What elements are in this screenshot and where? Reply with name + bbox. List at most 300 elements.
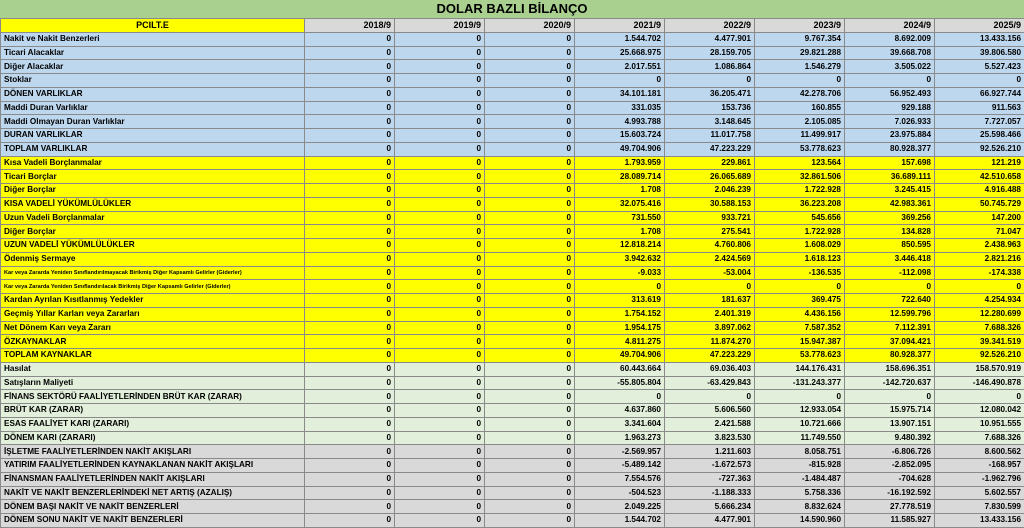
row-label-cell[interactable]: Maddi Olmayan Duran Varlıklar (1, 115, 305, 129)
value-cell[interactable]: -168.957 (935, 459, 1024, 473)
row-label-cell[interactable]: TOPLAM KAYNAKLAR (1, 349, 305, 363)
value-cell[interactable]: -727.363 (665, 472, 755, 486)
year-header[interactable]: 2024/9 (845, 19, 935, 33)
value-cell[interactable]: 0 (305, 142, 395, 156)
value-cell[interactable]: -16.192.592 (845, 486, 935, 500)
value-cell[interactable]: 0 (395, 404, 485, 418)
value-cell[interactable]: 0 (935, 280, 1024, 294)
value-cell[interactable]: 1.544.702 (575, 32, 665, 46)
value-cell[interactable]: 0 (395, 486, 485, 500)
value-cell[interactable]: 47.223.229 (665, 142, 755, 156)
row-label-cell[interactable]: Diğer Alacaklar (1, 60, 305, 74)
row-label-cell[interactable]: Hasılat (1, 362, 305, 376)
value-cell[interactable]: 929.188 (845, 101, 935, 115)
value-cell[interactable]: 0 (305, 239, 395, 253)
value-cell[interactable]: 0 (665, 280, 755, 294)
value-cell[interactable]: 0 (485, 431, 575, 445)
value-cell[interactable]: 158.570.919 (935, 362, 1024, 376)
value-cell[interactable]: 0 (485, 211, 575, 225)
value-cell[interactable]: 1.722.928 (755, 184, 845, 198)
value-cell[interactable]: 26.065.689 (665, 170, 755, 184)
value-cell[interactable]: 0 (395, 349, 485, 363)
value-cell[interactable]: 0 (395, 225, 485, 239)
value-cell[interactable]: 275.541 (665, 225, 755, 239)
value-cell[interactable]: 313.619 (575, 294, 665, 308)
value-cell[interactable]: 0 (395, 60, 485, 74)
value-cell[interactable]: 0 (485, 46, 575, 60)
value-cell[interactable]: -174.338 (935, 266, 1024, 280)
value-cell[interactable]: 0 (395, 445, 485, 459)
value-cell[interactable]: 3.446.418 (845, 252, 935, 266)
value-cell[interactable]: 0 (305, 376, 395, 390)
value-cell[interactable]: -704.628 (845, 472, 935, 486)
value-cell[interactable]: 0 (395, 500, 485, 514)
value-cell[interactable]: 1.754.152 (575, 307, 665, 321)
row-label-cell[interactable]: Diğer Borçlar (1, 184, 305, 198)
value-cell[interactable]: 0 (845, 74, 935, 88)
value-cell[interactable]: 0 (935, 74, 1024, 88)
value-cell[interactable]: 4.477.901 (665, 514, 755, 528)
value-cell[interactable]: 11.749.550 (755, 431, 845, 445)
value-cell[interactable]: 28.159.705 (665, 46, 755, 60)
value-cell[interactable]: 0 (305, 211, 395, 225)
value-cell[interactable]: 0 (485, 459, 575, 473)
value-cell[interactable]: 11.017.758 (665, 129, 755, 143)
value-cell[interactable]: 23.975.884 (845, 129, 935, 143)
value-cell[interactable]: 49.704.906 (575, 349, 665, 363)
value-cell[interactable]: 0 (395, 294, 485, 308)
value-cell[interactable]: 5.758.336 (755, 486, 845, 500)
value-cell[interactable]: -1.188.333 (665, 486, 755, 500)
row-label-cell[interactable]: Kardan Ayrılan Kısıtlanmış Yedekler (1, 294, 305, 308)
value-cell[interactable]: 0 (485, 417, 575, 431)
value-cell[interactable]: -53.004 (665, 266, 755, 280)
value-cell[interactable]: 0 (305, 60, 395, 74)
value-cell[interactable]: 25.598.466 (935, 129, 1024, 143)
value-cell[interactable]: 0 (305, 307, 395, 321)
value-cell[interactable]: 0 (305, 294, 395, 308)
value-cell[interactable]: 0 (395, 32, 485, 46)
value-cell[interactable]: -2.852.095 (845, 459, 935, 473)
value-cell[interactable]: 0 (845, 280, 935, 294)
value-cell[interactable]: 12.599.796 (845, 307, 935, 321)
value-cell[interactable]: 0 (305, 362, 395, 376)
value-cell[interactable]: 0 (485, 156, 575, 170)
value-cell[interactable]: 181.637 (665, 294, 755, 308)
value-cell[interactable]: 0 (485, 101, 575, 115)
value-cell[interactable]: -1.672.573 (665, 459, 755, 473)
value-cell[interactable]: 5.602.557 (935, 486, 1024, 500)
value-cell[interactable]: 3.942.632 (575, 252, 665, 266)
value-cell[interactable]: 0 (755, 74, 845, 88)
value-cell[interactable]: 229.861 (665, 156, 755, 170)
year-header[interactable]: 2021/9 (575, 19, 665, 33)
value-cell[interactable]: 0 (395, 252, 485, 266)
value-cell[interactable]: 0 (575, 390, 665, 404)
value-cell[interactable]: 0 (575, 74, 665, 88)
value-cell[interactable]: 5.666.234 (665, 500, 755, 514)
value-cell[interactable]: 1.546.279 (755, 60, 845, 74)
value-cell[interactable]: 157.698 (845, 156, 935, 170)
value-cell[interactable]: -6.806.726 (845, 445, 935, 459)
value-cell[interactable]: 160.855 (755, 101, 845, 115)
value-cell[interactable]: 0 (305, 87, 395, 101)
value-cell[interactable]: -55.805.804 (575, 376, 665, 390)
value-cell[interactable]: 0 (395, 390, 485, 404)
value-cell[interactable]: 0 (305, 101, 395, 115)
value-cell[interactable]: 32.075.416 (575, 197, 665, 211)
value-cell[interactable]: 0 (305, 170, 395, 184)
value-cell[interactable]: 0 (305, 225, 395, 239)
value-cell[interactable]: 92.526.210 (935, 349, 1024, 363)
value-cell[interactable]: 1.708 (575, 225, 665, 239)
value-cell[interactable]: 4.477.901 (665, 32, 755, 46)
value-cell[interactable]: 92.526.210 (935, 142, 1024, 156)
value-cell[interactable]: 0 (395, 115, 485, 129)
value-cell[interactable]: 3.245.415 (845, 184, 935, 198)
row-label-cell[interactable]: Net Dönem Karı veya Zararı (1, 321, 305, 335)
value-cell[interactable]: 4.254.934 (935, 294, 1024, 308)
value-cell[interactable]: -63.429.843 (665, 376, 755, 390)
value-cell[interactable]: 56.952.493 (845, 87, 935, 101)
value-cell[interactable]: 153.736 (665, 101, 755, 115)
value-cell[interactable]: 0 (395, 376, 485, 390)
value-cell[interactable]: 12.933.054 (755, 404, 845, 418)
value-cell[interactable]: 27.778.519 (845, 500, 935, 514)
year-header[interactable]: 2020/9 (485, 19, 575, 33)
value-cell[interactable]: 42.983.361 (845, 197, 935, 211)
value-cell[interactable]: 0 (395, 184, 485, 198)
value-cell[interactable]: 53.778.623 (755, 142, 845, 156)
value-cell[interactable]: 0 (305, 129, 395, 143)
value-cell[interactable]: 0 (485, 184, 575, 198)
value-cell[interactable]: 0 (395, 266, 485, 280)
value-cell[interactable]: 0 (305, 252, 395, 266)
row-label-cell[interactable]: DÖNEM KARI (ZARARI) (1, 431, 305, 445)
value-cell[interactable]: 0 (485, 32, 575, 46)
value-cell[interactable]: 0 (845, 390, 935, 404)
row-label-cell[interactable]: Diğer Borçlar (1, 225, 305, 239)
value-cell[interactable]: 42.510.658 (935, 170, 1024, 184)
value-cell[interactable]: 0 (485, 87, 575, 101)
row-label-cell[interactable]: Kısa Vadeli Borçlanmalar (1, 156, 305, 170)
value-cell[interactable]: 2.438.963 (935, 239, 1024, 253)
value-cell[interactable]: 933.721 (665, 211, 755, 225)
row-label-cell[interactable]: Satışların Maliyeti (1, 376, 305, 390)
value-cell[interactable]: 32.861.506 (755, 170, 845, 184)
value-cell[interactable]: 0 (305, 431, 395, 445)
value-cell[interactable]: 0 (305, 335, 395, 349)
value-cell[interactable]: 25.668.975 (575, 46, 665, 60)
value-cell[interactable]: 2.017.551 (575, 60, 665, 74)
value-cell[interactable]: 8.600.562 (935, 445, 1024, 459)
value-cell[interactable]: 15.603.724 (575, 129, 665, 143)
row-label-cell[interactable]: NAKİT VE NAKİT BENZERLERİNDEKİ NET ARTIŞ (AZALIŞ) (1, 486, 305, 500)
value-cell[interactable]: 12.818.214 (575, 239, 665, 253)
value-cell[interactable]: 13.907.151 (845, 417, 935, 431)
value-cell[interactable]: 1.618.123 (755, 252, 845, 266)
row-label-cell[interactable]: Ticari Alacaklar (1, 46, 305, 60)
value-cell[interactable]: 0 (485, 514, 575, 528)
value-cell[interactable]: 7.026.933 (845, 115, 935, 129)
value-cell[interactable]: 11.874.270 (665, 335, 755, 349)
value-cell[interactable]: 0 (395, 74, 485, 88)
value-cell[interactable]: 2.421.588 (665, 417, 755, 431)
value-cell[interactable]: 4.916.488 (935, 184, 1024, 198)
value-cell[interactable]: 29.821.288 (755, 46, 845, 60)
value-cell[interactable]: 0 (305, 417, 395, 431)
value-cell[interactable]: 4.760.806 (665, 239, 755, 253)
value-cell[interactable]: 0 (395, 321, 485, 335)
value-cell[interactable]: 37.094.421 (845, 335, 935, 349)
value-cell[interactable]: 2.821.216 (935, 252, 1024, 266)
value-cell[interactable]: 14.590.960 (755, 514, 845, 528)
value-cell[interactable]: 71.047 (935, 225, 1024, 239)
value-cell[interactable]: 0 (485, 294, 575, 308)
value-cell[interactable]: 15.975.714 (845, 404, 935, 418)
value-cell[interactable]: 30.588.153 (665, 197, 755, 211)
value-cell[interactable]: 0 (305, 266, 395, 280)
value-cell[interactable]: 369.256 (845, 211, 935, 225)
value-cell[interactable]: 36.223.208 (755, 197, 845, 211)
value-cell[interactable]: 1.793.959 (575, 156, 665, 170)
value-cell[interactable]: 1.608.029 (755, 239, 845, 253)
value-cell[interactable]: 2.401.319 (665, 307, 755, 321)
value-cell[interactable]: 0 (485, 321, 575, 335)
value-cell[interactable]: 0 (485, 349, 575, 363)
value-cell[interactable]: 53.778.623 (755, 349, 845, 363)
row-label-cell[interactable]: Geçmiş Yıllar Karları veya Zararları (1, 307, 305, 321)
value-cell[interactable]: -815.928 (755, 459, 845, 473)
value-cell[interactable]: 0 (395, 197, 485, 211)
value-cell[interactable]: 0 (485, 307, 575, 321)
value-cell[interactable]: 80.928.377 (845, 349, 935, 363)
value-cell[interactable]: 12.080.042 (935, 404, 1024, 418)
value-cell[interactable]: 2.049.225 (575, 500, 665, 514)
year-header[interactable]: 2025/9 (935, 19, 1024, 33)
value-cell[interactable]: 369.475 (755, 294, 845, 308)
row-label-cell[interactable]: Kar veya Zararda Yeniden Sınıflandırılmayacak Birikmiş Diğer Kapsamlı Gelirler (Giderler) (1, 266, 305, 280)
value-cell[interactable]: 8.832.624 (755, 500, 845, 514)
row-label-cell[interactable]: DÖNEM SONU NAKİT VE NAKİT BENZERLERİ (1, 514, 305, 528)
value-cell[interactable]: 39.806.580 (935, 46, 1024, 60)
value-cell[interactable]: 39.668.708 (845, 46, 935, 60)
value-cell[interactable]: 60.443.664 (575, 362, 665, 376)
value-cell[interactable]: 0 (305, 115, 395, 129)
value-cell[interactable]: 0 (395, 431, 485, 445)
year-header[interactable]: 2023/9 (755, 19, 845, 33)
value-cell[interactable]: 0 (305, 197, 395, 211)
row-label-cell[interactable]: Kar veya Zararda Yeniden Sınıflandırılacak Birikmiş Diğer Kapsamlı Gelirler (Giderler) (1, 280, 305, 294)
value-cell[interactable]: 0 (395, 129, 485, 143)
value-cell[interactable]: -1.484.487 (755, 472, 845, 486)
value-cell[interactable]: 2.046.239 (665, 184, 755, 198)
value-cell[interactable]: 2.424.569 (665, 252, 755, 266)
value-cell[interactable]: 0 (485, 266, 575, 280)
row-label-cell[interactable]: BRÜT KAR (ZARAR) (1, 404, 305, 418)
value-cell[interactable]: 0 (305, 514, 395, 528)
value-cell[interactable]: 3.823.530 (665, 431, 755, 445)
value-cell[interactable]: 0 (395, 101, 485, 115)
value-cell[interactable]: 0 (485, 239, 575, 253)
value-cell[interactable]: 0 (485, 335, 575, 349)
value-cell[interactable]: 7.587.352 (755, 321, 845, 335)
year-header[interactable]: 2022/9 (665, 19, 755, 33)
value-cell[interactable]: 545.656 (755, 211, 845, 225)
row-label-cell[interactable]: Stoklar (1, 74, 305, 88)
value-cell[interactable]: 0 (395, 472, 485, 486)
value-cell[interactable]: 0 (305, 459, 395, 473)
value-cell[interactable]: 0 (485, 225, 575, 239)
value-cell[interactable]: 0 (395, 46, 485, 60)
row-label-cell[interactable]: ÖZKAYNAKLAR (1, 335, 305, 349)
value-cell[interactable]: 7.688.326 (935, 431, 1024, 445)
value-cell[interactable]: 0 (755, 280, 845, 294)
row-label-cell[interactable]: KISA VADELİ YÜKÜMLÜLÜKLER (1, 197, 305, 211)
value-cell[interactable]: 3.341.604 (575, 417, 665, 431)
value-cell[interactable]: 0 (305, 472, 395, 486)
value-cell[interactable]: 0 (755, 390, 845, 404)
year-header[interactable]: 2019/9 (395, 19, 485, 33)
value-cell[interactable]: 0 (485, 362, 575, 376)
value-cell[interactable]: 36.205.471 (665, 87, 755, 101)
value-cell[interactable]: 0 (485, 472, 575, 486)
value-cell[interactable]: 0 (485, 129, 575, 143)
company-code-cell[interactable]: PCILT.E (1, 19, 305, 33)
row-label-cell[interactable]: DÖNEN VARLIKLAR (1, 87, 305, 101)
value-cell[interactable]: 0 (305, 445, 395, 459)
value-cell[interactable]: -504.523 (575, 486, 665, 500)
value-cell[interactable]: 0 (305, 32, 395, 46)
value-cell[interactable]: 69.036.403 (665, 362, 755, 376)
value-cell[interactable]: 8.692.009 (845, 32, 935, 46)
value-cell[interactable]: 0 (485, 60, 575, 74)
value-cell[interactable]: 0 (395, 335, 485, 349)
value-cell[interactable]: 50.745.729 (935, 197, 1024, 211)
value-cell[interactable]: 11.499.917 (755, 129, 845, 143)
row-label-cell[interactable]: Ödenmiş Sermaye (1, 252, 305, 266)
value-cell[interactable]: 0 (305, 74, 395, 88)
value-cell[interactable]: 911.563 (935, 101, 1024, 115)
value-cell[interactable]: 850.595 (845, 239, 935, 253)
value-cell[interactable]: 1.211.603 (665, 445, 755, 459)
value-cell[interactable]: 0 (305, 184, 395, 198)
value-cell[interactable]: 0 (305, 321, 395, 335)
value-cell[interactable]: 7.830.599 (935, 500, 1024, 514)
value-cell[interactable]: 0 (485, 252, 575, 266)
value-cell[interactable]: 0 (485, 445, 575, 459)
value-cell[interactable]: 1.954.175 (575, 321, 665, 335)
value-cell[interactable]: 42.278.706 (755, 87, 845, 101)
value-cell[interactable]: 80.928.377 (845, 142, 935, 156)
row-label-cell[interactable]: FİNANSMAN FAALİYETLERİNDEN NAKİT AKIŞLARI (1, 472, 305, 486)
value-cell[interactable]: 0 (395, 211, 485, 225)
row-label-cell[interactable]: Uzun Vadeli Borçlanmalar (1, 211, 305, 225)
value-cell[interactable]: 0 (305, 156, 395, 170)
value-cell[interactable]: 331.035 (575, 101, 665, 115)
value-cell[interactable]: 0 (305, 280, 395, 294)
value-cell[interactable]: 0 (395, 307, 485, 321)
value-cell[interactable]: 147.200 (935, 211, 1024, 225)
value-cell[interactable]: 0 (485, 197, 575, 211)
value-cell[interactable]: 0 (305, 404, 395, 418)
row-label-cell[interactable]: DURAN VARLIKLAR (1, 129, 305, 143)
value-cell[interactable]: 11.585.927 (845, 514, 935, 528)
value-cell[interactable]: 13.433.156 (935, 32, 1024, 46)
value-cell[interactable]: 0 (305, 46, 395, 60)
value-cell[interactable]: 9.767.354 (755, 32, 845, 46)
row-label-cell[interactable]: Ticari Borçlar (1, 170, 305, 184)
value-cell[interactable]: 28.089.714 (575, 170, 665, 184)
value-cell[interactable]: 0 (485, 486, 575, 500)
value-cell[interactable]: 13.433.156 (935, 514, 1024, 528)
value-cell[interactable]: 10.951.555 (935, 417, 1024, 431)
value-cell[interactable]: 722.640 (845, 294, 935, 308)
value-cell[interactable]: 0 (395, 87, 485, 101)
value-cell[interactable]: 0 (485, 376, 575, 390)
value-cell[interactable]: 0 (575, 280, 665, 294)
value-cell[interactable]: 731.550 (575, 211, 665, 225)
value-cell[interactable]: 0 (305, 486, 395, 500)
value-cell[interactable]: 0 (485, 280, 575, 294)
value-cell[interactable]: 34.101.181 (575, 87, 665, 101)
value-cell[interactable]: 4.436.156 (755, 307, 845, 321)
value-cell[interactable]: 10.721.666 (755, 417, 845, 431)
value-cell[interactable]: -142.720.637 (845, 376, 935, 390)
value-cell[interactable]: -1.962.796 (935, 472, 1024, 486)
value-cell[interactable]: 1.086.864 (665, 60, 755, 74)
value-cell[interactable]: 123.564 (755, 156, 845, 170)
value-cell[interactable]: 0 (935, 390, 1024, 404)
value-cell[interactable]: 5.606.560 (665, 404, 755, 418)
row-label-cell[interactable]: UZUN VADELİ YÜKÜMLÜLÜKLER (1, 239, 305, 253)
value-cell[interactable]: 0 (395, 280, 485, 294)
value-cell[interactable]: 5.527.423 (935, 60, 1024, 74)
row-label-cell[interactable]: Nakit ve Nakit Benzerleri (1, 32, 305, 46)
value-cell[interactable]: 15.947.387 (755, 335, 845, 349)
value-cell[interactable]: 0 (485, 142, 575, 156)
value-cell[interactable]: 1.544.702 (575, 514, 665, 528)
value-cell[interactable]: 4.811.275 (575, 335, 665, 349)
value-cell[interactable]: -136.535 (755, 266, 845, 280)
row-label-cell[interactable]: YATIRIM FAALİYETLERİNDEN KAYNAKLANAN NAKİT AKIŞLARI (1, 459, 305, 473)
value-cell[interactable]: 0 (395, 142, 485, 156)
year-header[interactable]: 2018/9 (305, 19, 395, 33)
value-cell[interactable]: 0 (395, 362, 485, 376)
value-cell[interactable]: 144.176.431 (755, 362, 845, 376)
value-cell[interactable]: 0 (305, 349, 395, 363)
value-cell[interactable]: 7.727.057 (935, 115, 1024, 129)
value-cell[interactable]: 49.704.906 (575, 142, 665, 156)
value-cell[interactable]: 9.480.392 (845, 431, 935, 445)
value-cell[interactable]: 0 (485, 74, 575, 88)
value-cell[interactable]: 0 (485, 115, 575, 129)
value-cell[interactable]: 7.112.391 (845, 321, 935, 335)
value-cell[interactable]: 0 (665, 74, 755, 88)
value-cell[interactable]: 0 (395, 417, 485, 431)
value-cell[interactable]: 39.341.519 (935, 335, 1024, 349)
value-cell[interactable]: 1.708 (575, 184, 665, 198)
row-label-cell[interactable]: Maddi Duran Varlıklar (1, 101, 305, 115)
row-label-cell[interactable]: ESAS FAALİYET KARI (ZARARI) (1, 417, 305, 431)
row-label-cell[interactable]: DÖNEM BAŞI NAKİT VE NAKİT BENZERLERİ (1, 500, 305, 514)
value-cell[interactable]: -146.490.878 (935, 376, 1024, 390)
value-cell[interactable]: 0 (395, 514, 485, 528)
value-cell[interactable]: -131.243.377 (755, 376, 845, 390)
value-cell[interactable]: 0 (395, 156, 485, 170)
value-cell[interactable]: 3.505.022 (845, 60, 935, 74)
value-cell[interactable]: 0 (665, 390, 755, 404)
